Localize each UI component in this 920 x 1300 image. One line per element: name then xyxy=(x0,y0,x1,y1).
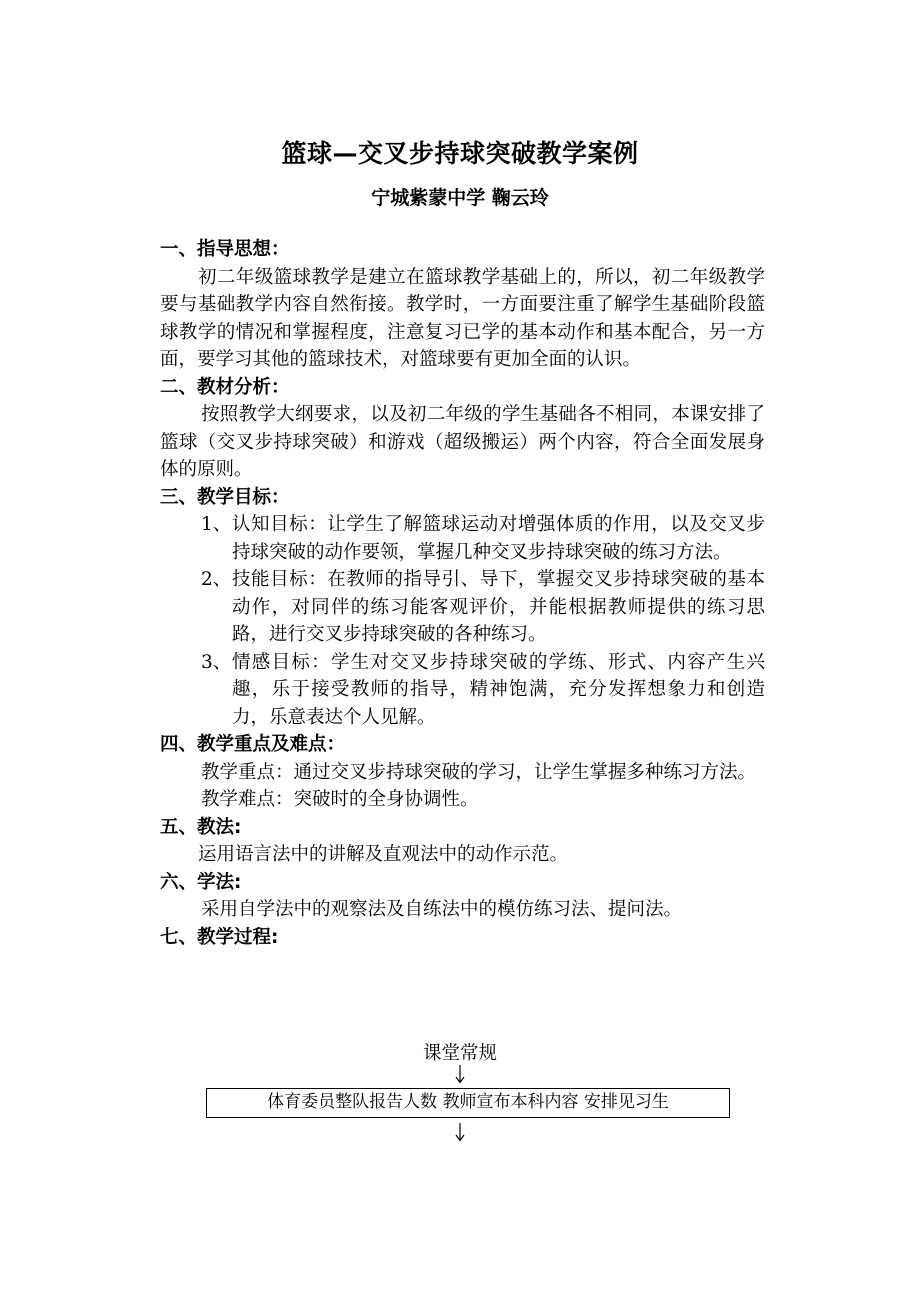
section-heading-teaching-process: 七、教学过程: xyxy=(160,926,279,948)
list-number: 2、 xyxy=(201,569,232,590)
list-number: 1、 xyxy=(201,514,232,535)
section-heading-teaching-method: 五、教法: xyxy=(160,816,242,838)
section-text-material-analysis: 按照教学大纲要求，以及初二年级的学生基础各不相同，本课安排了篮球（交叉步持球突破）和游戏（超级搬运）两个内容，符合全面发展身体的原则。 xyxy=(160,404,765,480)
section-text-difficulty: 教学难点：突破时的全身协调性。 xyxy=(201,789,479,810)
flowchart-start-label: 课堂常规 xyxy=(422,1043,497,1064)
down-arrow-icon xyxy=(452,1122,468,1142)
section-text-guiding-thought: 初二年级篮球教学是建立在篮球教学基础上的，所以，初二年级教学要与基础教学内容自然衔接。教学时，一方面要注重了解学生基础阶段篮球教学的情况和掌握程度，注意复习已学的基本动作和基本配合，另一方面，要学习其他的篮球技术，对篮球要有更加全面的认识。 xyxy=(160,266,765,370)
section-text-teaching-method: 运用语言法中的讲解及直观法中的动作示范。 xyxy=(198,844,569,865)
section-heading-learning-method: 六、学法: xyxy=(160,871,242,893)
section-text-learning-method: 采用自学法中的观察法及自练法中的模仿练习法、提问法。 xyxy=(201,899,683,920)
section-heading-guiding-thought: 一、指导思想： xyxy=(160,239,290,260)
objective-text: 情感目标：学生对交叉步持球突破的学练、形式、内容产生兴趣，乐于接受教师的指导，精神饱满，充分发挥想象力和创造力，乐意表达个人见解。 xyxy=(232,651,765,728)
objective-text: 认知目标：让学生了解篮球运动对增强体质的作用，以及交叉步持球突破的动作要领，掌握几种交叉步持球突破的练习方法。 xyxy=(232,514,765,563)
flowchart-step-box: 体育委员整队报告人数 教师宣布本科内容 安排见习生 xyxy=(206,1088,730,1118)
section-heading-teaching-objectives: 三、教学目标： xyxy=(160,486,290,508)
down-arrow-icon xyxy=(452,1064,468,1084)
objective-item-skill xyxy=(160,566,765,649)
objective-item-cognitive xyxy=(160,511,765,566)
list-number: 3、 xyxy=(201,651,232,673)
section-text-key-point: 教学重点：通过交叉步持球突破的学习，让学生掌握多种练习方法。 xyxy=(201,761,757,783)
section-heading-key-difficult-points: 四、教学重点及难点： xyxy=(160,734,346,755)
document-title: 篮球—交叉步持球突破教学案例 xyxy=(281,139,639,168)
objective-item-affective xyxy=(160,649,765,732)
objectives-list xyxy=(160,511,765,731)
document-author: 宁城紫蒙中学 鞠云玲 xyxy=(371,187,549,209)
section-heading-material-analysis: 二、教材分析： xyxy=(160,376,290,398)
document-body xyxy=(160,236,765,951)
objective-text: 技能目标：在教师的指导引、导下，掌握交叉步持球突破的基本动作，对同伴的练习能客观评价，并能根据教师提供的练习思路，进行交叉步持球突破的各种练习。 xyxy=(232,569,765,645)
